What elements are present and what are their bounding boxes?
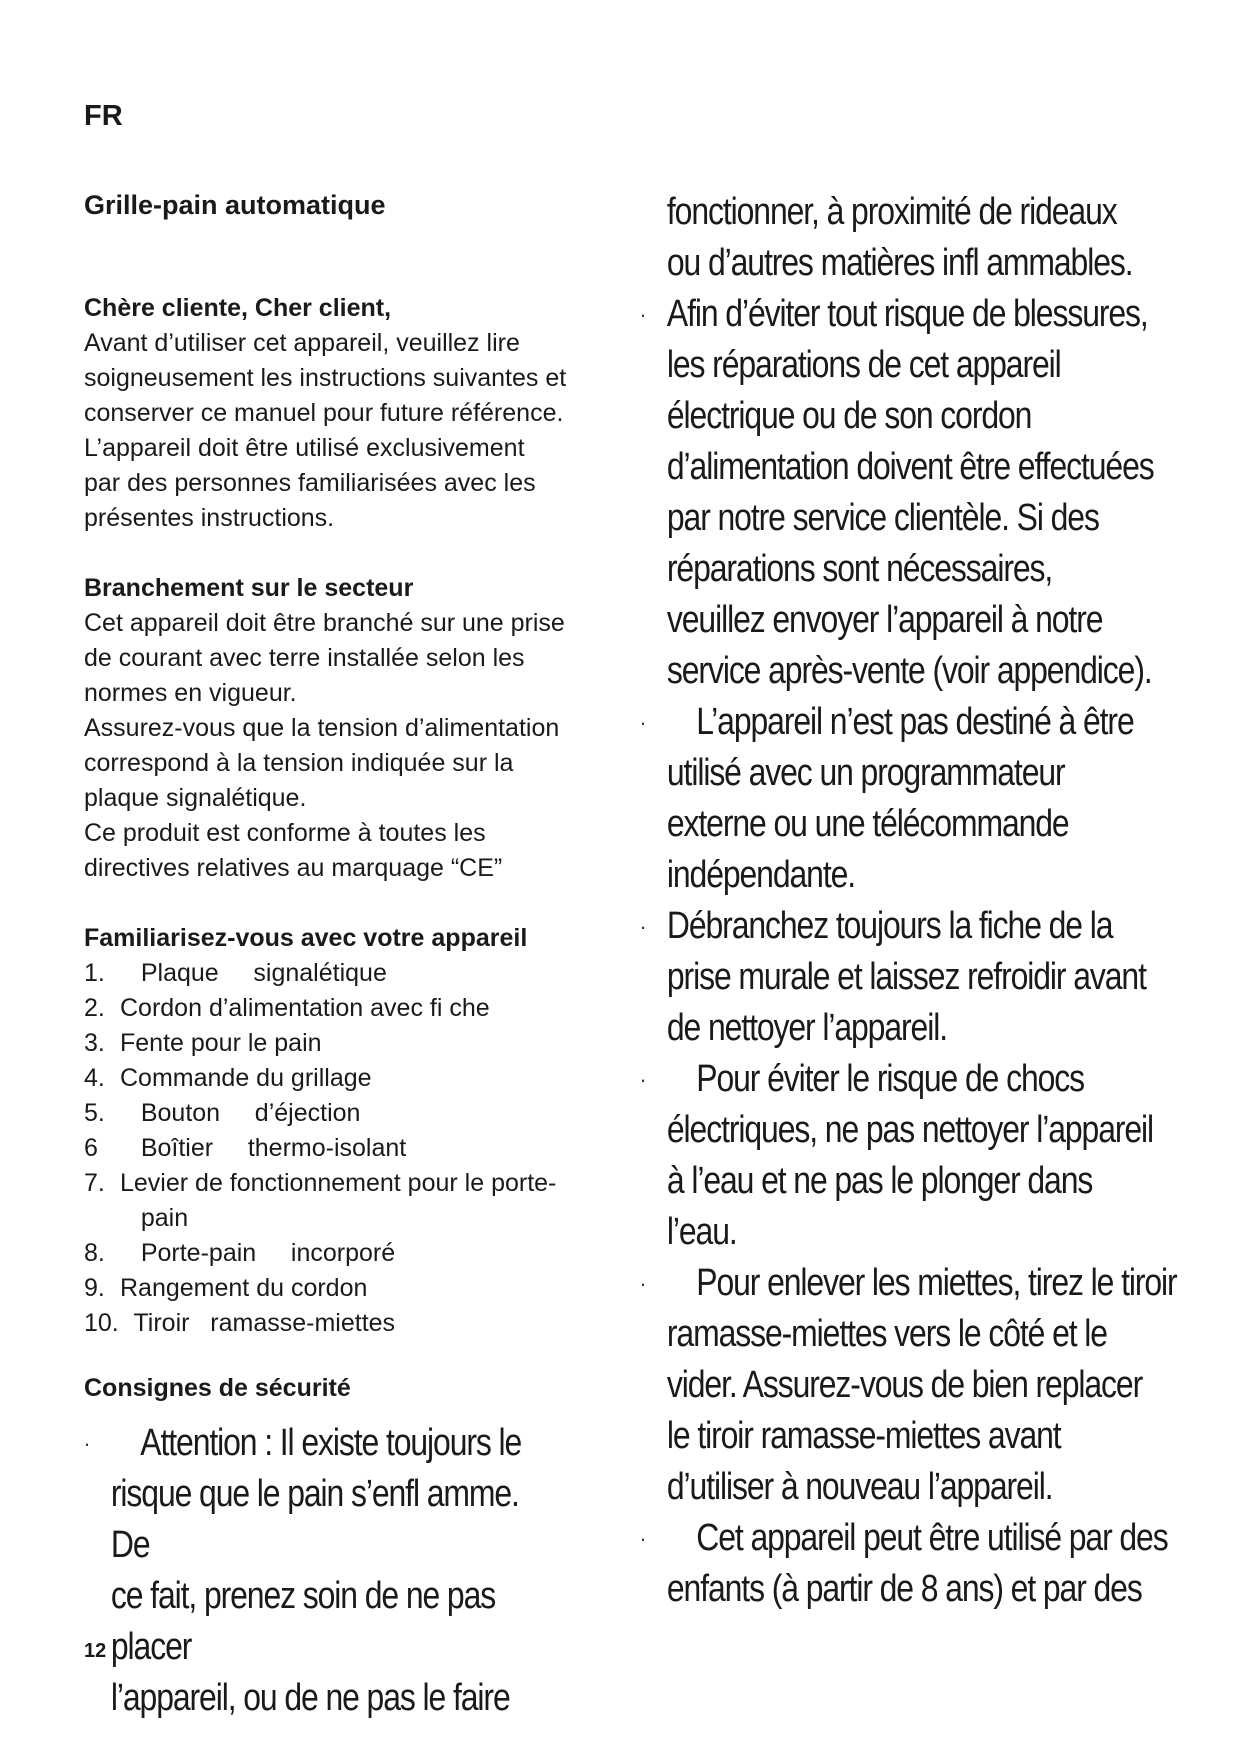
intro-heading: Chère cliente, Cher client,	[84, 294, 392, 322]
text-line: Attention : Il existe toujours le	[140, 1422, 522, 1464]
bullet-icon: ·	[640, 914, 646, 939]
text-line: les réparations de cet appareil	[666, 344, 1061, 386]
page-number: 12	[84, 1640, 107, 1662]
safety-item	[640, 697, 1228, 901]
parts-list	[84, 956, 604, 1341]
safety-list-right	[640, 187, 1228, 1615]
list-item	[84, 956, 604, 991]
text-line: Pour éviter le risque de chocs	[696, 1058, 1085, 1100]
mains-text	[84, 606, 604, 886]
text-line: l’appareil, ou de ne pas le faire	[110, 1677, 510, 1719]
text-line: le tiroir ramasse-miettes avant	[666, 1415, 1061, 1457]
item-label: Rangement du cordon	[120, 1274, 368, 1302]
text-line: ce fait, prenez soin de ne pas placer	[110, 1575, 496, 1668]
item-number: 1.	[84, 959, 105, 987]
item-label: Levier de fonctionnement pour le porte-	[120, 1169, 557, 1197]
mains-heading: Branchement sur le secteur	[84, 574, 414, 602]
text-line: l’eau.	[666, 1211, 737, 1253]
left-column	[84, 190, 604, 1724]
list-item	[84, 1201, 604, 1236]
item-number: 4.	[84, 1064, 105, 1092]
item-label: Fente pour le pain	[120, 1029, 322, 1057]
item-label: pain	[120, 1204, 189, 1232]
text-line: Afin d’éviter tout risque de blessures,	[666, 293, 1148, 335]
text-line: normes en vigueur.	[84, 679, 297, 707]
item-label: Boîtier thermo-isolant	[120, 1134, 407, 1162]
item-label: Tiroir ramasse-miettes	[120, 1309, 396, 1337]
intro-text	[84, 326, 604, 536]
safety-item	[640, 1054, 1228, 1258]
safety-item	[640, 1513, 1228, 1615]
item-number: 3.	[84, 1029, 105, 1057]
text-line: plaque signalétique.	[84, 784, 307, 812]
bullet-icon: ·	[640, 710, 646, 735]
item-label: Porte-pain incorporé	[120, 1239, 396, 1267]
text-line: par des personnes familiarisées avec les	[84, 469, 536, 497]
text-line: Débranchez toujours la fiche de la	[666, 905, 1113, 947]
list-item	[84, 1096, 604, 1131]
bullet-icon: ·	[640, 302, 646, 327]
text-line: électriques, ne pas nettoyer l’appareil	[666, 1109, 1154, 1151]
item-number: 5.	[84, 1099, 105, 1127]
safety-item	[640, 901, 1228, 1054]
safety-item-continued	[640, 187, 1228, 289]
list-item	[84, 1166, 604, 1201]
text-line: utilisé avec un programmateur	[666, 752, 1065, 794]
item-number: 2.	[84, 994, 105, 1022]
text-line: L’appareil doit être utilisé exclusivement	[84, 434, 525, 462]
text-line: ou d’autres matières infl ammables.	[666, 242, 1133, 284]
safety-item	[640, 1258, 1228, 1513]
parts-heading: Familiarisez-vous avec votre appareil	[84, 924, 528, 952]
text-line: correspond à la tension indiquée sur la	[84, 749, 514, 777]
text-line: par notre service clientèle. Si des	[666, 497, 1099, 539]
list-item	[84, 1131, 604, 1166]
text-line: soigneusement les instructions suivantes et	[84, 364, 567, 392]
text-line: veuillez envoyer l’appareil à notre	[666, 599, 1103, 641]
text-line: externe ou une télécommande	[666, 803, 1069, 845]
safety-item	[640, 289, 1228, 697]
list-item	[84, 1236, 604, 1271]
list-item	[84, 1306, 604, 1341]
bullet-icon: ·	[84, 1431, 90, 1456]
item-label: Plaque signalétique	[120, 959, 387, 987]
document-title: Grille-pain automatique	[84, 190, 386, 220]
item-number: 10.	[84, 1309, 119, 1337]
text-line: conserver ce manuel pour future référence.	[84, 399, 564, 427]
text-line: Assurez-vous que la tension d’alimentation	[84, 714, 560, 742]
text-line: ramasse-miettes vers le côté et le	[666, 1313, 1107, 1355]
bullet-icon: ·	[640, 1067, 646, 1092]
text-line: indépendante.	[666, 854, 856, 896]
text-line: de nettoyer l’appareil.	[666, 1007, 947, 1049]
item-number	[84, 1201, 120, 1236]
text-line: d’alimentation doivent être effectuées	[666, 446, 1154, 488]
text-line: risque que le pain s’enfl amme. De	[110, 1473, 519, 1566]
safety-list-left	[84, 1418, 554, 1724]
item-label: Commande du grillage	[120, 1064, 372, 1092]
list-item	[84, 1061, 604, 1096]
text-line: vider. Assurez-vous de bien replacer	[666, 1364, 1143, 1406]
text-line: d’utiliser à nouveau l’appareil.	[666, 1466, 1053, 1508]
text-line: directives relatives au marquage “CE”	[84, 854, 503, 882]
text-line: fonctionner, à proximité de rideaux	[666, 191, 1117, 233]
list-item	[84, 1271, 604, 1306]
text-line: service après-vente (voir appendice).	[666, 650, 1152, 692]
text-line: de courant avec terre installée selon les	[84, 644, 525, 672]
text-line: prise murale et laissez refroidir avant	[666, 956, 1146, 998]
right-column	[640, 187, 1230, 1615]
text-line: Avant d’utiliser cet appareil, veuillez lire	[84, 329, 520, 357]
item-number: 9.	[84, 1274, 105, 1302]
item-number: 6	[84, 1134, 98, 1162]
text-line: Pour enlever les miettes, tirez le tiroir	[696, 1262, 1177, 1304]
item-label: Cordon d’alimentation avec fi che	[120, 994, 490, 1022]
bullet-icon: ·	[640, 1271, 646, 1296]
language-code: FR	[84, 100, 123, 132]
text-line: enfants (à partir de 8 ans) et par des	[666, 1568, 1142, 1610]
safety-heading: Consignes de sécurité	[84, 1374, 351, 1402]
item-number: 8.	[84, 1239, 105, 1267]
text-line: présentes instructions.	[84, 504, 335, 532]
item-number: 7.	[84, 1169, 105, 1197]
text-line: réparations sont nécessaires,	[666, 548, 1053, 590]
safety-item	[84, 1418, 554, 1724]
text-line: à l’eau et ne pas le plonger dans	[666, 1160, 1093, 1202]
list-item	[84, 991, 604, 1026]
text-line: électrique ou de son cordon	[666, 395, 1032, 437]
item-label: Bouton d’éjection	[120, 1099, 361, 1127]
text-line: Cet appareil peut être utilisé par des	[696, 1517, 1168, 1559]
list-item	[84, 1026, 604, 1061]
text-line: Ce produit est conforme à toutes les	[84, 819, 486, 847]
bullet-icon: ·	[640, 1526, 646, 1551]
text-line: L’appareil n’est pas destiné à être	[696, 701, 1134, 743]
text-line: Cet appareil doit être branché sur une prise	[84, 609, 565, 637]
